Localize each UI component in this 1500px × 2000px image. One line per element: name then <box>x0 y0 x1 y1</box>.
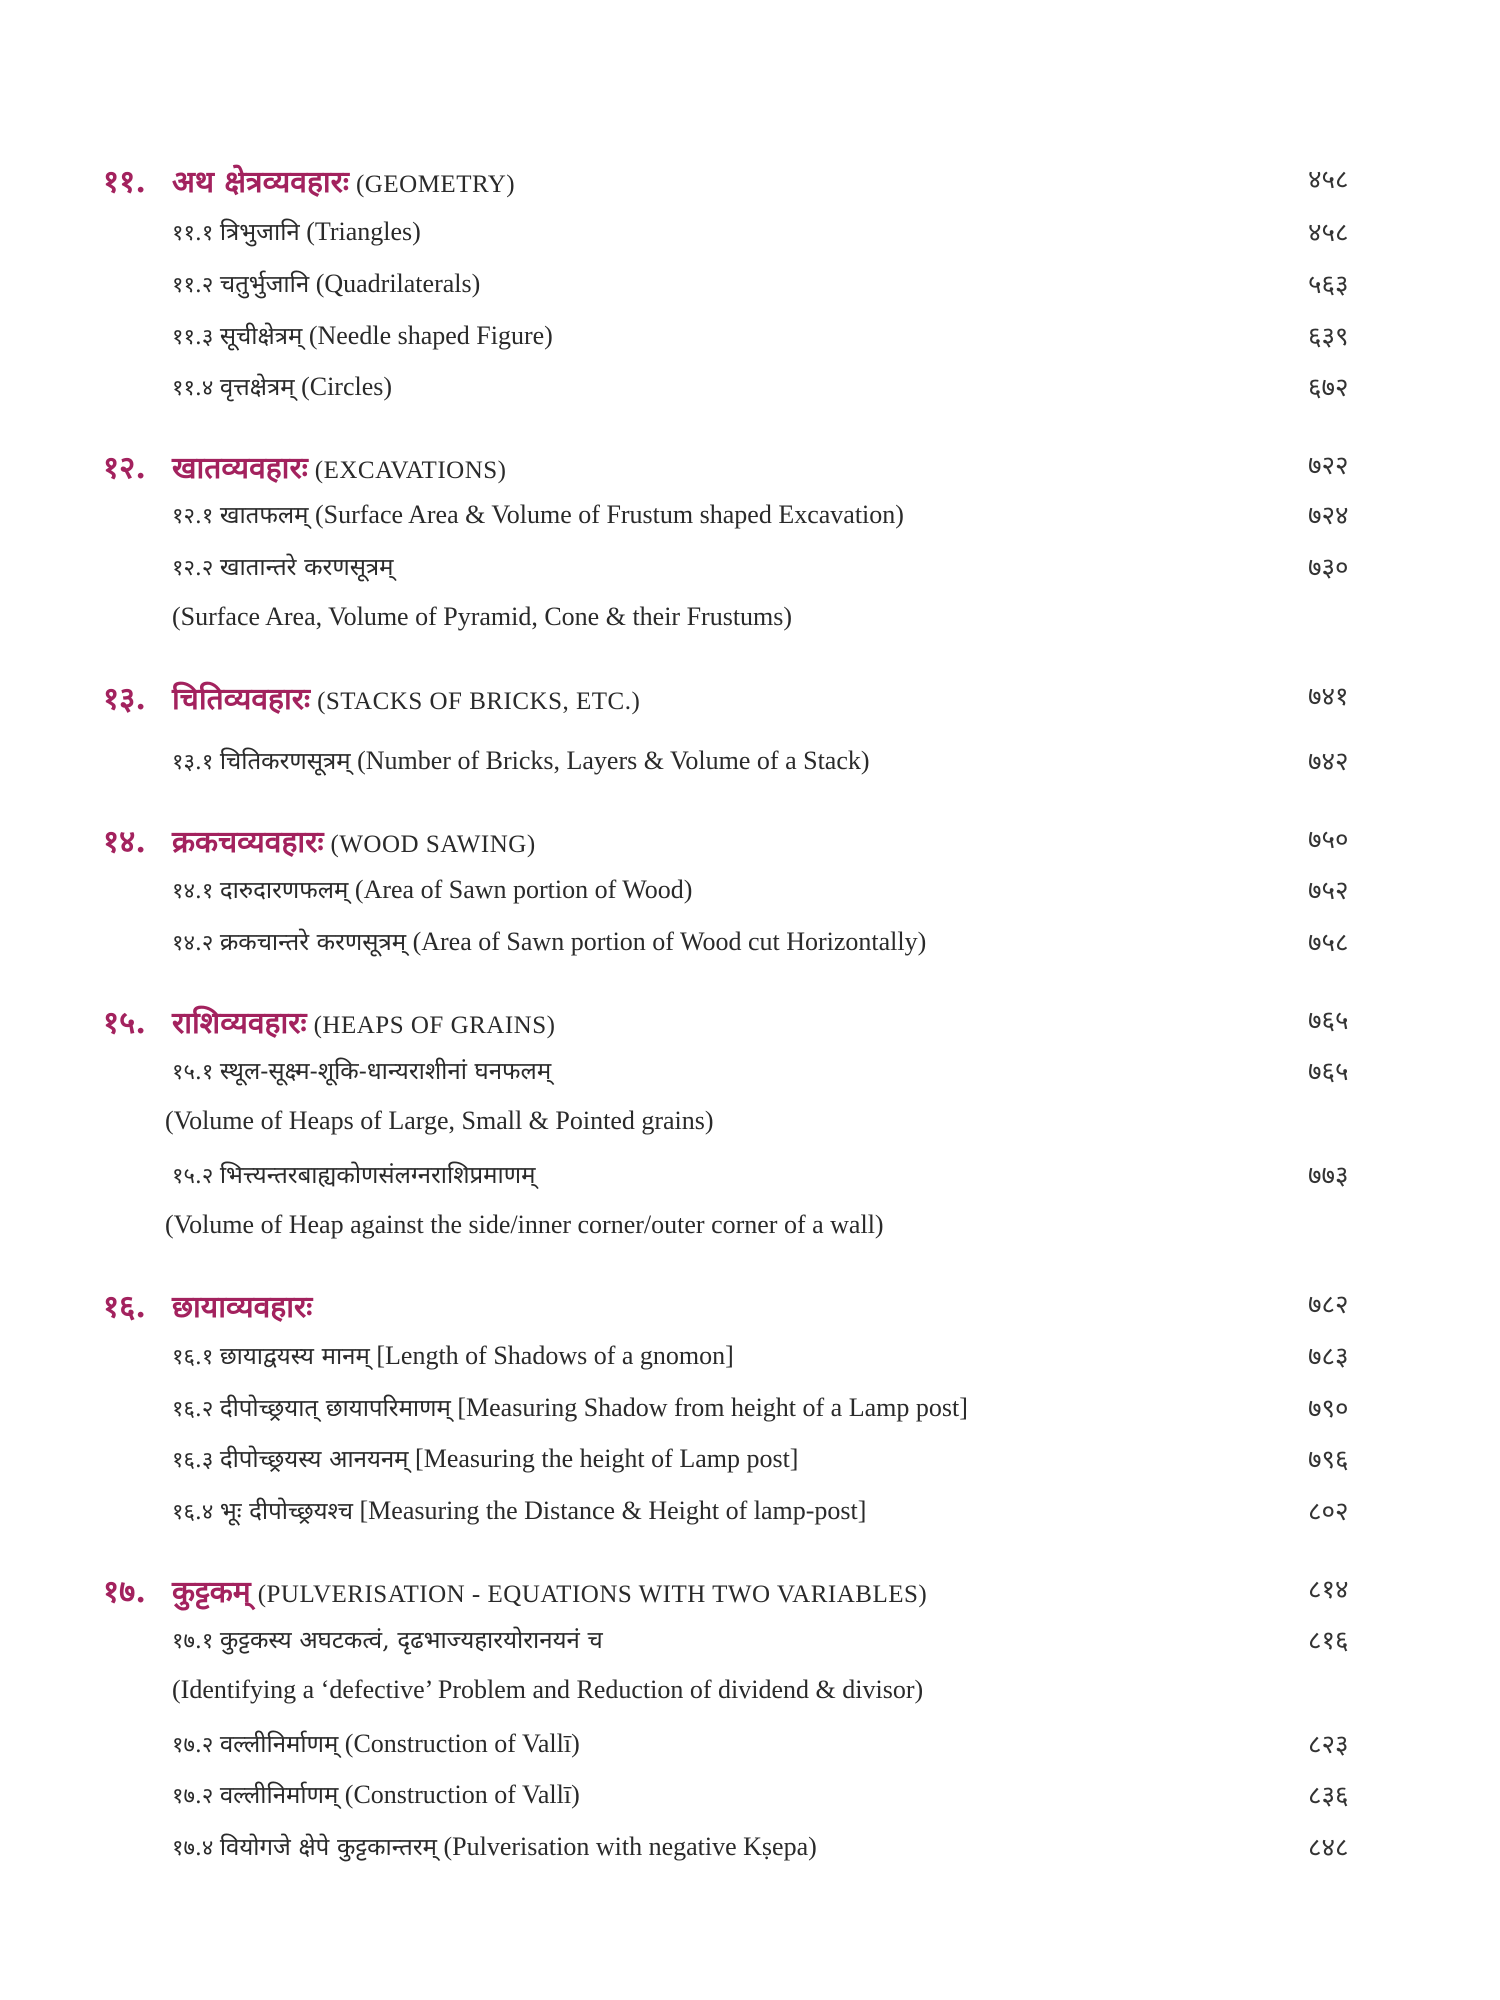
section-title <box>172 1054 551 1087</box>
page-number: ७४२ <box>1308 747 1349 777</box>
section-number: १७.१ <box>172 1629 214 1654</box>
toc-section-entry <box>0 496 1500 536</box>
section-title-sanskrit: खातान्तरे करणसूत्रम् <box>219 553 394 581</box>
toc-description-line <box>0 600 1500 640</box>
section-title-english: (Construction of Vallī) <box>344 1780 580 1809</box>
page-number: ७४१ <box>1308 682 1349 712</box>
page-number: ६३९ <box>1308 322 1349 352</box>
page-number: ७६५ <box>1308 1006 1349 1036</box>
toc-description-line <box>0 1104 1500 1144</box>
section-description: (Identifying a ‘defective’ Problem and Reduction of dividend & divisor) <box>172 1675 924 1704</box>
section-title-sanskrit: क्रकचान्तरे करणसूत्रम् <box>219 928 407 956</box>
section-title <box>172 1391 968 1424</box>
section-title <box>172 1158 535 1191</box>
toc-section-entry <box>0 923 1500 963</box>
section-title <box>172 873 692 906</box>
section-description: (Surface Area, Volume of Pyramid, Cone & their Frustums) <box>172 602 793 631</box>
section-number: १६.३ <box>172 1448 214 1473</box>
toc-section-entry <box>0 1621 1500 1661</box>
toc-section-entry <box>0 1776 1500 1816</box>
toc-description-line <box>0 1673 1500 1713</box>
section-number: १७.४ <box>172 1836 214 1861</box>
section-title-english: (Surface Area & Volume of Frustum shaped Excavation) <box>314 500 904 529</box>
section-number: ११.४ <box>172 376 214 401</box>
toc-section-entry <box>0 368 1500 408</box>
section-number: १३.१ <box>172 750 214 775</box>
section-title-english: (Quadrilaterals) <box>315 269 481 298</box>
section-title-sanskrit: छायाद्वयस्य मानम् <box>219 1342 370 1370</box>
chapter-title-sanskrit: राशिव्यवहारः <box>172 1006 307 1041</box>
page-number: ७२२ <box>1308 451 1349 481</box>
toc-section-entry <box>0 1156 1500 1196</box>
section-title-sanskrit: चितिकरणसूत्रम् <box>219 747 351 775</box>
toc-section-entry <box>0 265 1500 305</box>
page-number: ७९६ <box>1308 1445 1349 1475</box>
section-title <box>172 1830 817 1863</box>
section-title-sanskrit: भित्त्यन्तरबाह्यकोणसंलग्नराशिप्रमाणम् <box>219 1161 536 1189</box>
section-number: १५.१ <box>172 1060 214 1085</box>
section-number: १६.४ <box>172 1500 214 1525</box>
chapter-number: १५. <box>103 1005 147 1041</box>
section-title-english: [Measuring the Distance & Height of lamp-post] <box>359 1496 867 1525</box>
chapter-title-english: (PULVERISATION - EQUATIONS WITH TWO VARIABLES) <box>257 1581 928 1608</box>
section-title-english: [Length of Shadows of a gnomon] <box>376 1341 734 1370</box>
section-title-sanskrit: कुट्टकस्य अघटकत्वं, दृढभाज्यहारयोरानयनं च <box>219 1626 603 1654</box>
section-title <box>172 267 480 300</box>
section-title-sanskrit: वृत्तक्षेत्रम् <box>219 373 295 401</box>
toc-section-entry <box>0 1337 1500 1377</box>
page-number: ७६५ <box>1308 1057 1349 1087</box>
section-title-sanskrit: स्थूल-सूक्ष्म-शूकि-धान्यराशीनां घनफलम् <box>219 1057 552 1085</box>
section-title <box>172 1494 866 1527</box>
chapter-title-english: (EXCAVATIONS) <box>314 457 507 484</box>
toc-section-entry <box>0 871 1500 911</box>
section-title-sanskrit: दीपोच्छ्रयस्य आनयनम् <box>219 1445 409 1473</box>
toc-chapter-heading <box>0 1001 1500 1041</box>
section-title-english: (Needle shaped Figure) <box>308 321 553 350</box>
page-number: ७५२ <box>1308 876 1349 906</box>
toc-section-entry <box>0 1828 1500 1868</box>
toc-section-entry <box>0 1389 1500 1429</box>
section-number: १४.२ <box>172 931 214 956</box>
chapter-title <box>172 1001 555 1042</box>
chapter-title <box>172 446 507 487</box>
toc-section-entry <box>0 1440 1500 1480</box>
toc-section-entry <box>0 1725 1500 1765</box>
section-number: १२.२ <box>172 556 214 581</box>
page-number: ६७२ <box>1308 373 1349 403</box>
toc-section-entry <box>0 213 1500 253</box>
page-number: ८१४ <box>1308 1575 1349 1605</box>
section-title-english: [Measuring the height of Lamp post] <box>415 1444 799 1473</box>
chapter-number: १४. <box>103 824 147 860</box>
page-number: ५६३ <box>1308 270 1349 300</box>
section-title-english: (Triangles) <box>306 217 421 246</box>
section-title <box>172 370 392 403</box>
section-title <box>172 1778 580 1811</box>
toc-chapter-heading <box>0 820 1500 860</box>
chapter-number: १२. <box>103 450 147 486</box>
page-number: ७८२ <box>1308 1290 1349 1320</box>
toc-chapter-heading <box>0 1570 1500 1610</box>
toc-chapter-heading <box>0 160 1500 200</box>
section-description: (Volume of Heap against the side/inner corner/outer corner of a wall) <box>165 1210 884 1239</box>
toc-chapter-heading <box>0 1285 1500 1325</box>
section-title <box>172 1442 798 1475</box>
section-title-sanskrit: वल्लीनिर्माणम् <box>219 1781 339 1809</box>
chapter-number: १३. <box>103 681 147 717</box>
page-number: ७५० <box>1308 825 1349 855</box>
chapter-title <box>172 1285 312 1326</box>
toc-section-entry <box>0 548 1500 588</box>
chapter-title-sanskrit: खातव्यवहारः <box>172 451 308 486</box>
toc-section-entry <box>0 742 1500 782</box>
chapter-number: १७. <box>103 1574 147 1610</box>
section-title-english: (Area of Sawn portion of Wood cut Horizontally) <box>412 927 927 956</box>
page-number: ८३६ <box>1308 1781 1349 1811</box>
page-number: ७९० <box>1308 1394 1349 1424</box>
section-number: ११.३ <box>172 325 214 350</box>
section-title-english: (Pulverisation with negative Kṣepa) <box>443 1832 817 1861</box>
section-number: १७.२ <box>172 1784 214 1809</box>
section-title-sanskrit: त्रिभुजानि <box>219 218 300 246</box>
toc-section-entry <box>0 1052 1500 1092</box>
page-number: ८०२ <box>1308 1497 1349 1527</box>
chapter-title <box>172 677 640 718</box>
section-title <box>172 1339 734 1372</box>
page-number: ७३० <box>1308 553 1349 583</box>
section-title-english: (Construction of Vallī) <box>344 1729 580 1758</box>
chapter-title-sanskrit: क्रकचव्यवहारः <box>172 825 324 860</box>
section-title <box>172 925 926 958</box>
section-title <box>172 744 870 777</box>
chapter-title-sanskrit: चितिव्यवहारः <box>172 682 311 717</box>
chapter-title-english: (HEAPS OF GRAINS) <box>313 1012 556 1039</box>
chapter-title-english: (WOOD SAWING) <box>330 831 536 858</box>
page-number: ८२३ <box>1308 1730 1349 1760</box>
page-number: ४५८ <box>1308 165 1349 195</box>
section-title-sanskrit: वल्लीनिर्माणम् <box>219 1730 339 1758</box>
section-title <box>172 215 421 248</box>
page-number: ७५८ <box>1308 928 1349 958</box>
section-title <box>172 550 394 583</box>
section-number: ११.१ <box>172 221 214 246</box>
toc-description-line <box>0 1208 1500 1248</box>
section-description: (Volume of Heaps of Large, Small & Pointed grains) <box>165 1106 714 1135</box>
toc-section-entry <box>0 317 1500 357</box>
chapter-number: ११. <box>103 164 147 200</box>
section-title-sanskrit: दारुदारणफलम् <box>219 876 349 904</box>
section-number: ११.२ <box>172 273 214 298</box>
page-number: ८१६ <box>1308 1626 1349 1656</box>
toc-chapter-heading <box>0 446 1500 486</box>
chapter-title <box>172 820 536 861</box>
chapter-title-english: (STACKS OF BRICKS, ETC.) <box>317 688 641 715</box>
page-number: ७८३ <box>1308 1342 1349 1372</box>
chapter-number: १६. <box>103 1289 147 1325</box>
section-title-english: [Measuring Shadow from height of a Lamp post] <box>457 1393 968 1422</box>
chapter-title-english: (GEOMETRY) <box>355 171 516 198</box>
section-title-english: (Circles) <box>301 372 393 401</box>
section-title-english: (Number of Bricks, Layers & Volume of a Stack) <box>357 746 870 775</box>
section-title <box>172 1623 603 1656</box>
section-number: १६.२ <box>172 1397 214 1422</box>
section-number: १७.२ <box>172 1733 214 1758</box>
section-title-sanskrit: सूचीक्षेत्रम् <box>219 322 303 350</box>
section-title <box>172 319 553 352</box>
page-number: ७२४ <box>1308 501 1349 531</box>
section-title-sanskrit: चतुर्भुजानि <box>219 270 310 298</box>
toc-section-entry <box>0 1492 1500 1532</box>
section-title-english: (Area of Sawn portion of Wood) <box>354 875 693 904</box>
page-number: ८४८ <box>1308 1833 1349 1863</box>
chapter-title-sanskrit: छायाव्यवहारः <box>172 1290 313 1325</box>
section-number: १४.१ <box>172 879 214 904</box>
section-title <box>172 1727 580 1760</box>
chapter-title-sanskrit: अथ क्षेत्रव्यवहारः <box>172 165 349 200</box>
section-number: १६.१ <box>172 1345 214 1370</box>
section-title-sanskrit: भूः दीपोच्छ्रयश्च <box>219 1497 354 1525</box>
chapter-title <box>172 160 515 201</box>
section-number: १५.२ <box>172 1164 214 1189</box>
chapter-title-sanskrit: कुट्टकम् <box>172 1575 251 1610</box>
section-title-sanskrit: वियोगजे क्षेपे कुट्टकान्तरम् <box>219 1833 437 1861</box>
toc-chapter-heading <box>0 677 1500 717</box>
section-title-sanskrit: खातफलम् <box>219 501 309 529</box>
page-number: ७७३ <box>1308 1161 1349 1191</box>
section-title-sanskrit: दीपोच्छ्रयात् छायापरिमाणम् <box>219 1394 451 1422</box>
section-number: १२.१ <box>172 504 214 529</box>
chapter-title <box>172 1570 927 1611</box>
page-number: ४५८ <box>1308 218 1349 248</box>
section-title <box>172 498 904 531</box>
